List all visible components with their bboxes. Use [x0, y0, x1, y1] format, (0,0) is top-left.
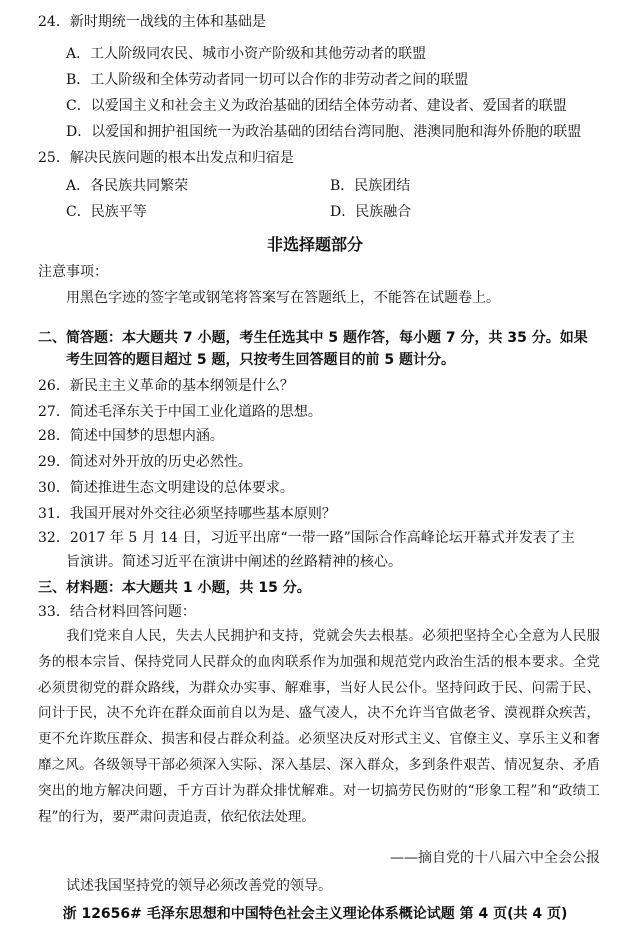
q24-stem: 24．新时期统一战线的主体和基础是 [38, 14, 266, 30]
q25-option-c: C．民族平等 [66, 204, 147, 220]
q25-option-a: A．各民族共同繁荣 [66, 178, 189, 194]
section-title: 非选择题部分 [266, 235, 363, 254]
page-footer: 浙 12656# 毛泽东思想和中国特色社会主义理论体系概论试题 第 4 页(共 4 页) [62, 906, 568, 922]
q25-stem: 25．解决民族问题的根本出发点和归宿是 [38, 150, 294, 166]
question-28: 28．简述中国梦的思想内涵。 [38, 428, 224, 444]
notice-heading: 注意事项： [38, 264, 108, 280]
question-29: 29．简述对外开放的历史必然性。 [38, 454, 252, 470]
q25-option-b: B．民族团结 [330, 178, 411, 194]
question-30: 30．简述推进生态文明建设的总体要求。 [38, 480, 294, 496]
part2-header-line2: 考生回答的题目超过 5 题，只按考生回答题目的前 5 题计分。 [66, 352, 455, 368]
q24-option-d: D．以爱国和拥护祖国统一为政治基础的团结台湾同胞、港澳同胞和海外侨胞的联盟 [66, 124, 582, 140]
notice-text: 用黑色字迹的签字笔或钢笔将答案写在答题纸上，不能答在试题卷上。 [66, 290, 500, 306]
question-27: 27．简述毛泽东关于中国工业化道路的思想。 [38, 404, 322, 420]
question-32-line1: 32．2017 年 5 月 14 日，习近平出席“一带一路”国际合作高峰论坛开幕式并发表了主 [38, 530, 575, 546]
question-26: 26．新民主主义革命的基本纲领是什么？ [38, 378, 294, 394]
q24-option-a: A．工人阶级同农民、城市小资产阶级和其他劳动者的联盟 [66, 46, 427, 62]
question-33-prompt: 试述我国坚持党的领导必须改善党的领导。 [66, 878, 332, 894]
material-passage: 我们党来自人民，失去人民拥护和支持，党就会失去根基。必须把坚持全心全意为人民服务的根本宗旨、保持党同人民群众的血肉联系作为加强和规范党内政治生活的根本要求。全党必须贯彻党的群众路线，为群众办实事、解难事，当好人民公仆。坚持问政于民、问需于民、问计于民，决不允许在群众面前自以为是、盛气凌人，决不允许当官做老爷、漠视群众疾苦，更不允许欺压群众、损害和侵占群众利益。必须坚决反对形式主义、官僚主义、享乐主义和奢靡之风。各级领导干部必须深入实际、深入基层、深入群众，多到条件艰苦、情况复杂、矛盾突出的地方解决问题，千方百计为群众排忧解难。对一切搞劳民伤财的“形象工程”和“政绩工程”的行为，要严肃问责追责，依纪依法处理。 [38, 628, 600, 825]
q24-option-c: C．以爱国主义和社会主义为政治基础的团结全体劳动者、建设者、爱国者的联盟 [66, 98, 567, 114]
question-31: 31．我国开展对外交往必须坚持哪些基本原则？ [38, 506, 336, 522]
question-33-stem: 33．结合材料回答问题： [38, 604, 196, 620]
q24-option-b: B．工人阶级和全体劳动者同一切可以合作的非劳动者之间的联盟 [66, 72, 469, 88]
material-source: ——摘自党的十八届六中全会公报 [390, 850, 600, 866]
part3-header: 三、材料题：本大题共 1 小题，共 15 分。 [38, 580, 311, 596]
question-32-line2: 旨演讲。简述习近平在演讲中阐述的丝路精神的核心。 [66, 554, 402, 570]
part2-header-line1: 二、简答题：本大题共 7 小题，考生任选其中 5 题作答，每小题 7 分，共 35 分。如果 [38, 330, 588, 346]
q25-option-d: D．民族融合 [330, 204, 412, 220]
